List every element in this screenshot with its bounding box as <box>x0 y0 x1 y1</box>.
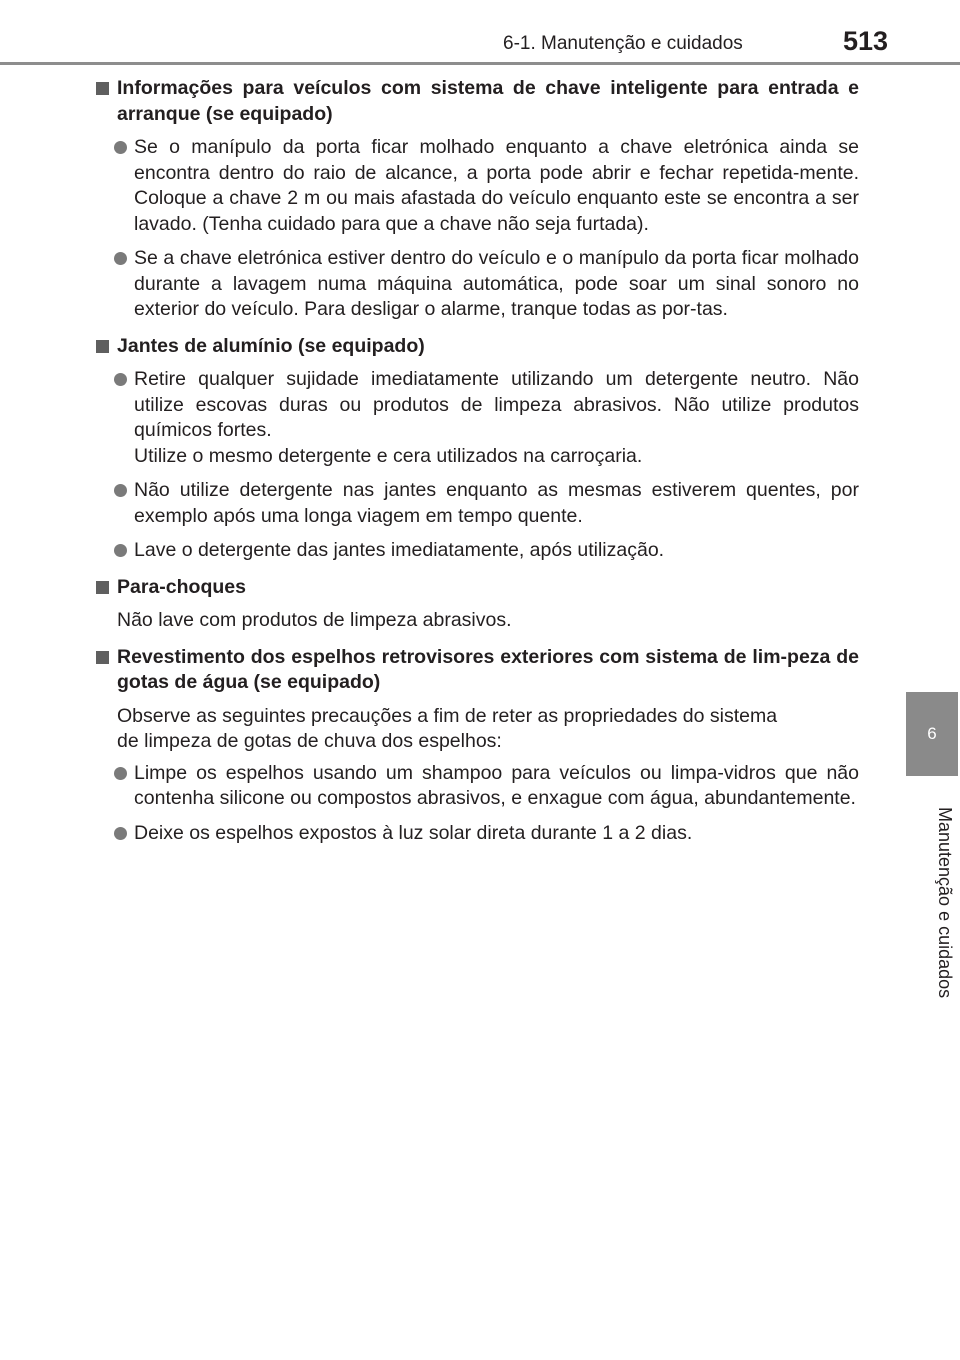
circle-bullet-icon <box>114 373 127 386</box>
circle-bullet-icon <box>114 767 127 780</box>
bullet-item <box>96 367 859 469</box>
section-paragraph <box>96 704 859 755</box>
bullet-text: Se a chave eletrónica estiver dentro do veículo e o manípulo da porta ficar molhado durante a lavagem numa máquina automática, pode soar um sinal sonoro no exterior do veículo. Para desligar o alarme, tranque todas as por-tas. <box>134 247 859 320</box>
section-alloy-wheels <box>96 334 859 564</box>
bullet-item <box>96 478 859 529</box>
chapter-side-label: Manutenção e cuidados <box>935 807 955 999</box>
circle-bullet-icon <box>114 484 127 497</box>
bullet-item <box>96 135 859 237</box>
section-bumpers <box>96 575 859 634</box>
section-paragraph: Não lave com produtos de limpeza abrasivos. <box>117 609 512 631</box>
section-smart-key <box>96 76 859 323</box>
bullet-item <box>96 538 859 564</box>
circle-bullet-icon <box>114 544 127 557</box>
bullet-text: Limpe os espelhos usando um shampoo para veículos ou limpa-vidros que não contenha silicone ou compostos abrasivos, e enxague com água, abundantemente. <box>134 761 859 809</box>
paragraph-line: Observe as seguintes precauções a fim de reter as propriedades do sistema <box>117 704 778 727</box>
bullet-text: Deixe os espelhos expostos à luz solar direta durante 1 a 2 dias. <box>134 821 693 844</box>
bullet-text: Retire qualquer sujidade imediatamente utilizando um detergente neutro. Não utilize escovas duras ou produtos de limpeza abrasivos. Não utilize produtos químicos fortes. <box>134 368 859 441</box>
square-bullet-icon <box>96 82 109 95</box>
circle-bullet-icon <box>114 827 127 840</box>
section-heading <box>96 76 859 127</box>
section-title: Informações para veículos com sistema de chave inteligente para entrada e arranque (se equipado) <box>117 77 859 125</box>
page-number: 513 <box>842 26 888 56</box>
chapter-tab <box>906 692 958 776</box>
chapter-number: 6 <box>927 724 937 743</box>
square-bullet-icon <box>96 581 109 594</box>
bullet-item <box>96 246 859 323</box>
bullet-text: Se o manípulo da porta ficar molhado enquanto a chave eletrónica ainda se encontra dentro do raio de alcance, a porta pode abrir e fechar repetida-mente. Coloque a chave 2 m ou mais afastada do veículo enquanto este se encontra a ser lavado. (Tenha cuidado para que a chave não seja furtada). <box>134 136 859 235</box>
section-title: Revestimento dos espelhos retrovisores exteriores com sistema de lim-peza de gotas de água (se equipado) <box>117 645 859 693</box>
bullet-text: Não utilize detergente nas jantes enquanto as mesmas estiverem quentes, por exemplo após uma longa viagem em tempo quente. <box>134 479 859 527</box>
header-rule <box>0 62 960 65</box>
section-mirror-coating <box>96 645 859 847</box>
square-bullet-icon <box>96 340 109 353</box>
section-title: Para-choques <box>117 575 246 598</box>
page-content <box>96 76 859 857</box>
bullet-item <box>96 821 859 847</box>
header-section-title: 6-1. Manutenção e cuidados <box>503 33 743 54</box>
section-heading <box>96 334 859 360</box>
square-bullet-icon <box>96 651 109 664</box>
section-heading <box>96 575 859 601</box>
bullet-text-continued: Utilize o mesmo detergente e cera utilizados na carroçaria. <box>134 444 643 467</box>
bullet-text: Lave o detergente das jantes imediatamente, após utilização. <box>134 539 665 561</box>
circle-bullet-icon <box>114 252 127 265</box>
paragraph-line: de limpeza de gotas de chuva dos espelhos: <box>117 730 502 752</box>
section-heading <box>96 645 859 696</box>
section-title: Jantes de alumínio (se equipado) <box>117 334 425 357</box>
bullet-item <box>96 761 859 812</box>
circle-bullet-icon <box>114 141 127 154</box>
